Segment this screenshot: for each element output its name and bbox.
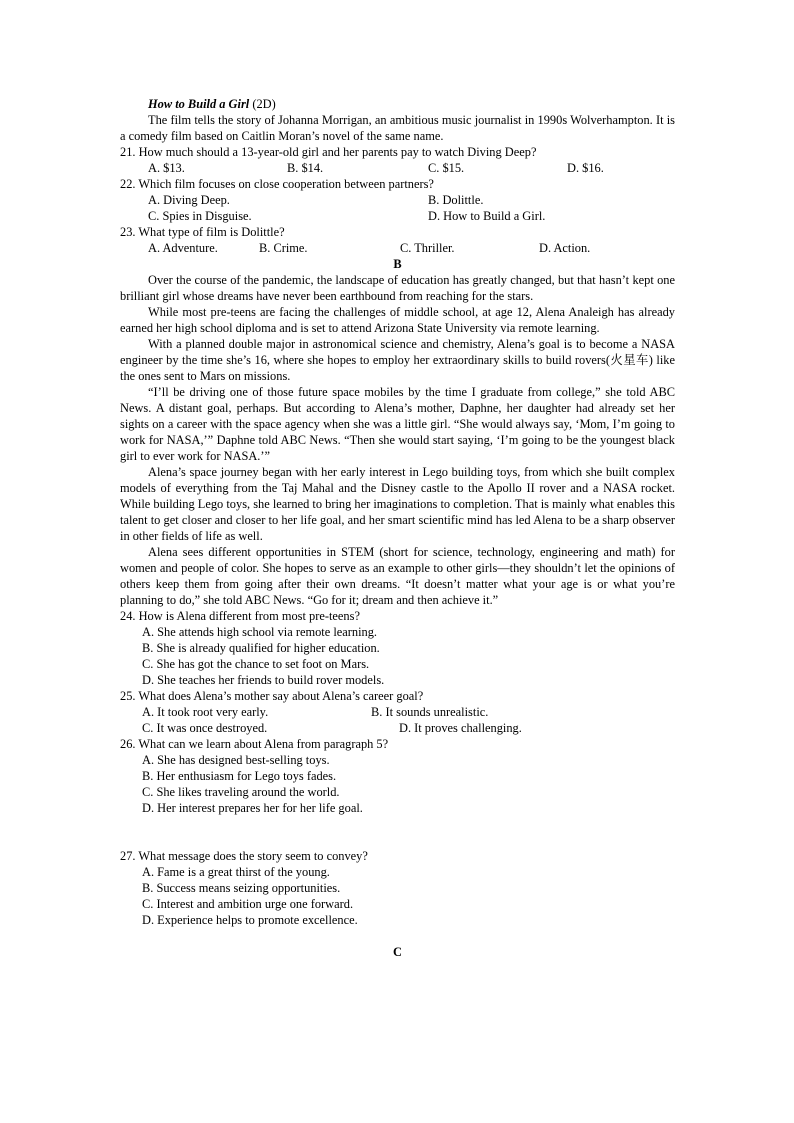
film-title-suffix: (2D) <box>249 97 276 111</box>
passage-paragraph-1: Over the course of the pandemic, the landscape of education has greatly changed, but that hasn’t kept one brilliant girl whose dreams have never been earthbound from reaching for the stars. <box>120 273 675 303</box>
option: C. Thriller. <box>400 241 455 255</box>
option: B. It sounds unrealistic. <box>371 705 489 719</box>
option: B. Dolittle. <box>428 193 484 207</box>
option: D. She teaches her friends to build rover models. <box>142 673 385 687</box>
option: B. Crime. <box>259 241 308 255</box>
film-title: How to Build a Girl <box>148 97 250 111</box>
option: C. She likes traveling around the world. <box>142 785 340 799</box>
options-27 <box>120 864 675 928</box>
passage-paragraph-5: Alena’s space journey began with her early interest in Lego building toys, from which she built complex models of everything from the Taj Mahal and the Disney castle to the Apollo II rover and a NASA rocket. While building Lego toys, she learned to bring her imaginations to completion. That is mainly what enables this talent to get closer and closer to her life goal, and her smart scientific mind has led Alena to be a sharp observer in other fields of life as well. <box>120 465 675 543</box>
question-26: 26. What can we learn about Alena from paragraph 5? <box>120 737 389 751</box>
question-23: 23. What type of film is Dolittle? <box>120 225 285 239</box>
option: A. Fame is a great thirst of the young. <box>142 865 330 879</box>
option: C. Interest and ambition urge one forward. <box>142 897 354 911</box>
options-22-row1 <box>120 192 675 208</box>
option: C. It was once destroyed. <box>142 721 268 735</box>
option: A. She has designed best-selling toys. <box>142 753 330 767</box>
option: D. Her interest prepares her for her life goal. <box>142 801 363 815</box>
section-b-heading: B <box>393 257 402 271</box>
question-27: 27. What message does the story seem to convey? <box>120 849 368 863</box>
options-25-row2 <box>120 720 675 736</box>
option: A. She attends high school via remote learning. <box>142 625 378 639</box>
option: A. Adventure. <box>148 241 218 255</box>
question-24: 24. How is Alena different from most pre-teens? <box>120 609 360 623</box>
option: D. Experience helps to promote excellence. <box>142 913 358 927</box>
options-26 <box>120 752 675 816</box>
question-25: 25. What does Alena’s mother say about Alena’s career goal? <box>120 689 424 703</box>
option: A. It took root very early. <box>142 705 269 719</box>
question-21: 21. How much should a 13-year-old girl and her parents pay to watch Diving Deep? <box>120 145 537 159</box>
passage-paragraph-4: “I’ll be driving one of those future space mobiles by the time I graduate from college,” she told ABC News. A distant goal, perhaps. But according to Alena’s mother, Daphne, her daughter had already set her sights on a career with the space agency when she was a little girl. “She would always say, ‘Mom, I’m going to work for NASA,’” Daphne told ABC News. “Then she would start saying, ‘I’m going to be the youngest black girl to ever work for NASA.’” <box>120 385 675 463</box>
exam-page <box>120 96 675 960</box>
options-23 <box>120 240 675 256</box>
passage-paragraph-6: Alena sees different opportunities in STEM (short for science, technology, engineering and math) for women and people of color. She hopes to serve as an example to other girls—they shouldn’t let the opinions of others keep them from going after their own dreams. “It doesn’t matter what your age is or what you’re planning to do,” she told ABC News. “Go for it; dream and then achieve it.” <box>120 545 675 607</box>
option: B. $14. <box>287 161 324 175</box>
option: D. It proves challenging. <box>399 721 522 735</box>
option: B. She is already qualified for higher education. <box>142 641 380 655</box>
passage-paragraph-2: While most pre-teens are facing the challenges of middle school, at age 12, Alena Analeigh has already earned her high school diploma and is set to attend Arizona State University via remote learning. <box>120 305 675 335</box>
option: D. Action. <box>539 241 591 255</box>
spacer <box>120 816 675 848</box>
option: A. $13. <box>148 161 185 175</box>
options-21 <box>120 160 675 176</box>
option: A. Diving Deep. <box>148 193 230 207</box>
film-summary: The film tells the story of Johanna Morrigan, an ambitious music journalist in 1990s Wolverhampton. It is a comedy film based on Caitlin Moran’s novel of the same name. <box>120 113 675 143</box>
options-25-row1 <box>120 704 675 720</box>
film-title-line <box>120 96 675 112</box>
option: B. Her enthusiasm for Lego toys fades. <box>142 769 337 783</box>
passage-paragraph-3: With a planned double major in astronomical science and chemistry, Alena’s goal is to become a NASA engineer by the time she’s 16, where she hopes to employ her extraordinary skills to build rovers(火星车) like the ones sent to Mars on missions. <box>120 337 675 383</box>
question-22: 22. Which film focuses on close cooperation between partners? <box>120 177 434 191</box>
options-24 <box>120 624 675 688</box>
options-22-row2 <box>120 208 675 224</box>
option: C. She has got the chance to set foot on Mars. <box>142 657 370 671</box>
option: D. How to Build a Girl. <box>428 209 546 223</box>
option: B. Success means seizing opportunities. <box>142 881 341 895</box>
option: C. $15. <box>428 161 465 175</box>
option: D. $16. <box>567 161 604 175</box>
section-c-heading: C <box>393 945 402 959</box>
option: C. Spies in Disguise. <box>148 209 252 223</box>
spacer <box>120 928 675 944</box>
